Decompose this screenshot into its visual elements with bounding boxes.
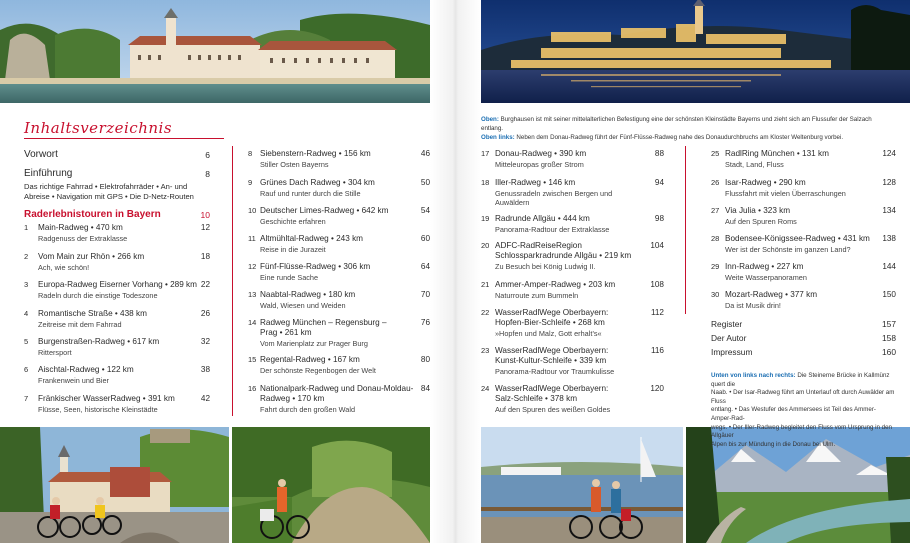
toc-entry-subtitle: Wer ist der Schönste im ganzen Land? <box>725 245 851 254</box>
toc-entry[interactable] <box>481 214 664 244</box>
toc-entry-number: 19 <box>481 214 490 223</box>
toc-entry-name: Fränkischer WasserRadweg • 391 km <box>38 394 175 403</box>
toc-entry[interactable] <box>24 394 210 424</box>
toc-entry-page: 32 <box>200 337 210 346</box>
toc-entry-page: 112 <box>650 308 664 317</box>
toc-entry-name: ADFC-RadReiseRegion <box>495 241 582 250</box>
toc-entry-name: WasserRadlWege Oberbayern: <box>495 384 609 393</box>
toc-entry[interactable] <box>481 178 664 208</box>
caption-burghausen: Oben: Burghausen ist mit seiner mittelalterlichen Befestigung eine der schönsten Kleinstädte Bayerns und zieht sich am Flussufer der Salzach entlang. <box>481 116 872 132</box>
toc-entry[interactable] <box>248 318 430 348</box>
toc-entry-subtitle: »Hopfen und Malz, Gott erhalt’s« <box>495 328 602 338</box>
toc-entry-page: 76 <box>420 318 430 327</box>
toc-entry[interactable] <box>711 262 896 292</box>
toc-vorwort-page: 6 <box>205 150 210 160</box>
toc-entry[interactable] <box>481 280 664 310</box>
toc-entry-page: 60 <box>420 234 430 243</box>
toc-entry-page: 88 <box>654 149 664 158</box>
toc-entry-page: 22 <box>200 280 210 289</box>
toc-entry[interactable] <box>481 384 664 414</box>
toc-entry[interactable] <box>711 178 896 208</box>
toc-entry-number: 5 <box>24 337 29 346</box>
toc-entry-name: Burgenstraßen-Radweg • 617 km <box>38 337 160 346</box>
toc-entry-subtitle: Fahrt durch den großen Wald <box>260 404 356 414</box>
toc-entry-name: Kunst-Kultur-Schleife • 339 km <box>495 355 607 365</box>
toc-entry-number: 15 <box>248 355 257 364</box>
toc-entry-subtitle: Flüsse, Seen, historische Kleinstädte <box>38 405 158 414</box>
toc-entry-name: Hopfen-Bier-Schleife • 268 km <box>495 317 605 327</box>
toc-entry-page: 42 <box>200 394 210 403</box>
toc-entry-page: 150 <box>882 290 896 299</box>
toc-entry-number: 7 <box>24 394 29 403</box>
toc-entry-page: 108 <box>650 280 664 289</box>
toc-entry-name: Naabtal-Radweg • 180 km <box>260 290 356 299</box>
toc-entry-subtitle: Auf den Spuren des weißen Goldes <box>495 404 611 414</box>
toc-entry-name: Inn-Radweg • 227 km <box>725 262 804 271</box>
toc-entry[interactable] <box>248 290 430 320</box>
toc-entry-name: Aischtal-Radweg • 122 km <box>38 365 134 374</box>
toc-entry-name: Grünes Dach Radweg • 304 km <box>260 178 375 187</box>
toc-entry[interactable] <box>24 223 210 253</box>
toc-entry[interactable] <box>24 280 210 310</box>
toc-entry-number: 13 <box>248 290 257 299</box>
toc-entry-number: 29 <box>711 262 720 271</box>
toc-entry-page: 26 <box>200 309 210 318</box>
toc-entry-number: 9 <box>248 178 253 187</box>
toc-entry-name: Schlossparkradrunde Allgäu • 219 km <box>495 250 632 260</box>
toc-entry-number: 28 <box>711 234 720 243</box>
toc-entry[interactable] <box>481 149 664 179</box>
toc-entry-page: 18 <box>200 252 210 261</box>
toc-entry-number: 1 <box>24 223 29 232</box>
toc-vorwort-label[interactable]: Vorwort <box>24 149 58 160</box>
toc-entry-name: Prag • 261 km <box>260 327 312 337</box>
photo-kallmuenz-cyclists <box>0 427 229 543</box>
toc-entry-number: 16 <box>248 384 257 393</box>
toc-entry-subtitle: Panorama-Radtour der Extraklasse <box>495 225 610 234</box>
toc-entry-number: 8 <box>248 149 253 158</box>
toc-entry-subtitle: Mitteleuropas großer Strom <box>495 160 584 169</box>
toc-entry-page: 98 <box>654 214 664 223</box>
toc-entry-name: Iller-Radweg • 146 km <box>495 178 576 187</box>
toc-entry-name: WasserRadlWege Oberbayern: <box>495 308 609 317</box>
toc-entry-subtitle: Da ist Musik drin! <box>725 301 781 310</box>
toc-entry-subtitle: Radgenuss der Extraklasse <box>38 234 128 243</box>
toc-entry[interactable] <box>711 149 896 179</box>
toc-entry-number: 21 <box>481 280 490 289</box>
toc-entry-name: Siebenstern-Radweg • 156 km <box>260 149 371 158</box>
toc-entry[interactable] <box>248 262 430 292</box>
toc-entry-number: 2 <box>24 252 29 261</box>
toc-entry-number: 30 <box>711 290 720 299</box>
toc-entry-name: Altmühltal-Radweg • 243 km <box>260 234 363 243</box>
toc-entry[interactable] <box>711 206 896 236</box>
toc-entry[interactable] <box>481 241 664 271</box>
toc-entry-page: 120 <box>650 384 664 393</box>
toc-entry-subtitle: Rittersport <box>38 348 72 357</box>
toc-section-heading[interactable]: Raderlebnistouren in Bayern <box>24 209 161 220</box>
toc-entry-name: Fünf-Flüsse-Radweg • 306 km <box>260 262 371 271</box>
toc-entry-page: 124 <box>882 149 896 158</box>
title-rule <box>24 138 224 139</box>
photo-kloster-weltenburg <box>0 0 430 103</box>
toc-entry-number: 18 <box>481 178 490 187</box>
toc-entry-subtitle: Zeitreise mit dem Fahrrad <box>38 320 122 329</box>
toc-entry-subtitle: Frankenwein und Bier <box>38 376 109 385</box>
toc-entry-number: 26 <box>711 178 720 187</box>
toc-entry-page: 12 <box>200 223 210 232</box>
toc-entry-name: Vom Main zur Rhön • 266 km <box>38 252 145 261</box>
toc-misc-label[interactable]: Impressum <box>711 347 753 357</box>
column-divider <box>685 146 686 314</box>
toc-entry-name: Europa-Radweg Eiserner Vorhang • 289 km <box>38 280 197 289</box>
toc-entry-subtitle: Naturroute zum Bummeln <box>495 291 579 300</box>
toc-entry-page: 38 <box>200 365 210 374</box>
toc-entry[interactable] <box>481 308 664 338</box>
toc-entry-subtitle: Genussradeln zwischen Bergen und <box>495 189 613 198</box>
toc-entry-page: 84 <box>420 384 430 393</box>
toc-entry-page: 80 <box>420 355 430 364</box>
toc-entry-page: 94 <box>654 178 664 187</box>
toc-entry-number: 3 <box>24 280 29 289</box>
toc-entry-page: 54 <box>420 206 430 215</box>
toc-entry-subtitle: Auf den Spuren Roms <box>725 217 797 226</box>
toc-entry[interactable] <box>248 149 430 179</box>
toc-entry-subtitle: Stiller Osten Bayerns <box>260 160 329 169</box>
toc-entry-page: 104 <box>650 241 664 250</box>
toc-entry-name: Via Julia • 323 km <box>725 206 791 215</box>
toc-entry-page: 138 <box>882 234 896 243</box>
toc-entry[interactable] <box>481 346 664 376</box>
toc-entry-subtitle: Ach, wie schön! <box>38 263 90 272</box>
toc-entry-subtitle: Zu Besuch bei König Ludwig II. <box>495 261 596 271</box>
toc-entry-name: Regental-Radweg • 167 km <box>260 355 360 364</box>
column-divider <box>232 146 233 416</box>
toc-entry-number: 4 <box>24 309 29 318</box>
toc-entry-number: 6 <box>24 365 29 374</box>
caption-bottom: Unten von links nach rechts: Die Steinerne Brücke in Kallmünz quert die Naab. • Der Isar-Radweg führt am Unterlauf oft durch Auwälder am Fluss entlang. • Das Westufer des Ammersees ist Teil des Ammer-Amper-Rad- wegs. • Der Iller-Radweg begleitet den Fluss vom Ursprung in den Allgäuer Alpen bis zur Mündung in die Donau bei Ulm. <box>711 372 895 448</box>
toc-entry-page: 116 <box>650 346 664 355</box>
photo-burghausen-night <box>481 0 910 103</box>
toc-entry-page: 70 <box>420 290 430 299</box>
toc-entry-subtitle: Flussfahrt mit vielen Überraschungen <box>725 189 846 198</box>
toc-misc-label[interactable]: Der Autor <box>711 333 747 343</box>
caption-weltenburg: Oben links: Neben dem Donau-Radweg führt der Fünf-Flüsse-Radweg nahe des Donaudurchbruchs am Kloster Weltenburg vorbei. <box>481 134 844 141</box>
toc-entry-number: 23 <box>481 346 490 355</box>
toc-entry-subtitle: Reise in die Jurazeit <box>260 245 326 254</box>
toc-entry-subtitle: Stadt, Land, Fluss <box>725 160 784 169</box>
toc-entry-subtitle: Weite Wasserpanoramen <box>725 273 807 282</box>
photo-ammersee-cyclists <box>481 427 683 543</box>
toc-entry-subtitle: Vom Marienplatz zur Prager Burg <box>260 338 368 348</box>
toc-entry[interactable] <box>24 309 210 339</box>
toc-misc-page: 160 <box>882 347 896 357</box>
toc-entry-number: 27 <box>711 206 720 215</box>
toc-entry[interactable] <box>24 365 210 395</box>
toc-einfuehrung-label[interactable]: Einführung <box>24 168 73 179</box>
toc-entry-page: 144 <box>882 262 896 271</box>
toc-entry-subtitle: Eine runde Sache <box>260 273 319 282</box>
toc-misc-page: 158 <box>882 333 896 343</box>
toc-entry-subtitle: Radeln durch die einstige Todeszone <box>38 291 158 300</box>
toc-entry-number: 12 <box>248 262 257 271</box>
toc-entry-number: 22 <box>481 308 490 317</box>
caption-top <box>481 115 881 142</box>
toc-entry-name: RadlRing München • 131 km <box>725 149 829 158</box>
toc-entry-subtitle: Auwäldern <box>495 198 530 207</box>
toc-entry-subtitle: Der schönste Regenbogen der Welt <box>260 366 376 375</box>
toc-entry-name: Romantische Straße • 438 km <box>38 309 147 318</box>
toc-entry-name: Radweg • 170 km <box>260 393 325 403</box>
toc-entry[interactable] <box>248 234 430 264</box>
toc-entry-page: 50 <box>420 178 430 187</box>
toc-entry[interactable] <box>248 355 430 385</box>
toc-entry-subtitle: Panorama-Radtour vor Traumkulisse <box>495 366 615 376</box>
toc-misc-label[interactable]: Register <box>711 319 743 329</box>
toc-entry-number: 14 <box>248 318 257 327</box>
toc-entry-page: 128 <box>882 178 896 187</box>
toc-misc-page: 157 <box>882 319 896 329</box>
toc-einfuehrung-text: Das richtige Fahrrad • Elektrofahrräder • An- und Abreise • Navigation mit GPS • Die D-Netz-Routen <box>24 182 194 201</box>
toc-entry-name: Main-Radweg • 470 km <box>38 223 123 232</box>
toc-entry[interactable] <box>711 234 896 264</box>
toc-entry-number: 17 <box>481 149 490 158</box>
toc-entry-name: WasserRadlWege Oberbayern: <box>495 346 609 355</box>
toc-entry-name: Ammer-Amper-Radweg • 203 km <box>495 280 616 289</box>
toc-entry-number: 20 <box>481 241 490 250</box>
toc-entry[interactable] <box>711 290 896 320</box>
toc-entry[interactable] <box>248 384 430 414</box>
toc-entry-name: Radweg München – Regensburg – <box>260 318 387 327</box>
toc-title: Inhaltsverzeichnis <box>24 119 173 137</box>
toc-entry-number: 25 <box>711 149 720 158</box>
toc-entry-page: 64 <box>420 262 430 271</box>
toc-einfuehrung-page: 8 <box>205 169 210 179</box>
toc-entry[interactable] <box>248 206 430 236</box>
toc-entry-number: 24 <box>481 384 490 393</box>
toc-entry-number: 11 <box>248 234 256 243</box>
toc-entry-subtitle: Geschichte erfahren <box>260 217 326 226</box>
toc-entry[interactable] <box>248 178 430 208</box>
toc-entry-page: 134 <box>882 206 896 215</box>
toc-entry-name: Salz-Schleife • 378 km <box>495 393 578 403</box>
toc-entry[interactable] <box>24 252 210 282</box>
toc-entry-number: 10 <box>248 206 257 215</box>
toc-entry-name: Donau-Radweg • 390 km <box>495 149 587 158</box>
toc-entry-subtitle: Wald, Wiesen und Weiden <box>260 301 346 310</box>
toc-entry-name: Nationalpark-Radweg und Donau-Moldau- <box>260 384 414 393</box>
photo-isar-auwald-cyclists <box>232 427 430 543</box>
toc-entry-name: Deutscher Limes-Radweg • 642 km <box>260 206 389 215</box>
toc-entry-name: Bodensee-Königssee-Radweg • 431 km <box>725 234 870 243</box>
toc-entry-name: Mozart-Radweg • 377 km <box>725 290 818 299</box>
book-gutter <box>430 0 481 543</box>
toc-section-page: 10 <box>200 210 210 220</box>
toc-entry-subtitle: Rauf und runter durch die Stille <box>260 189 361 198</box>
toc-entry-page: 46 <box>420 149 430 158</box>
toc-entry-name: Isar-Radweg • 290 km <box>725 178 806 187</box>
toc-entry[interactable] <box>24 337 210 367</box>
toc-entry-name: Radrunde Allgäu • 444 km <box>495 214 590 223</box>
